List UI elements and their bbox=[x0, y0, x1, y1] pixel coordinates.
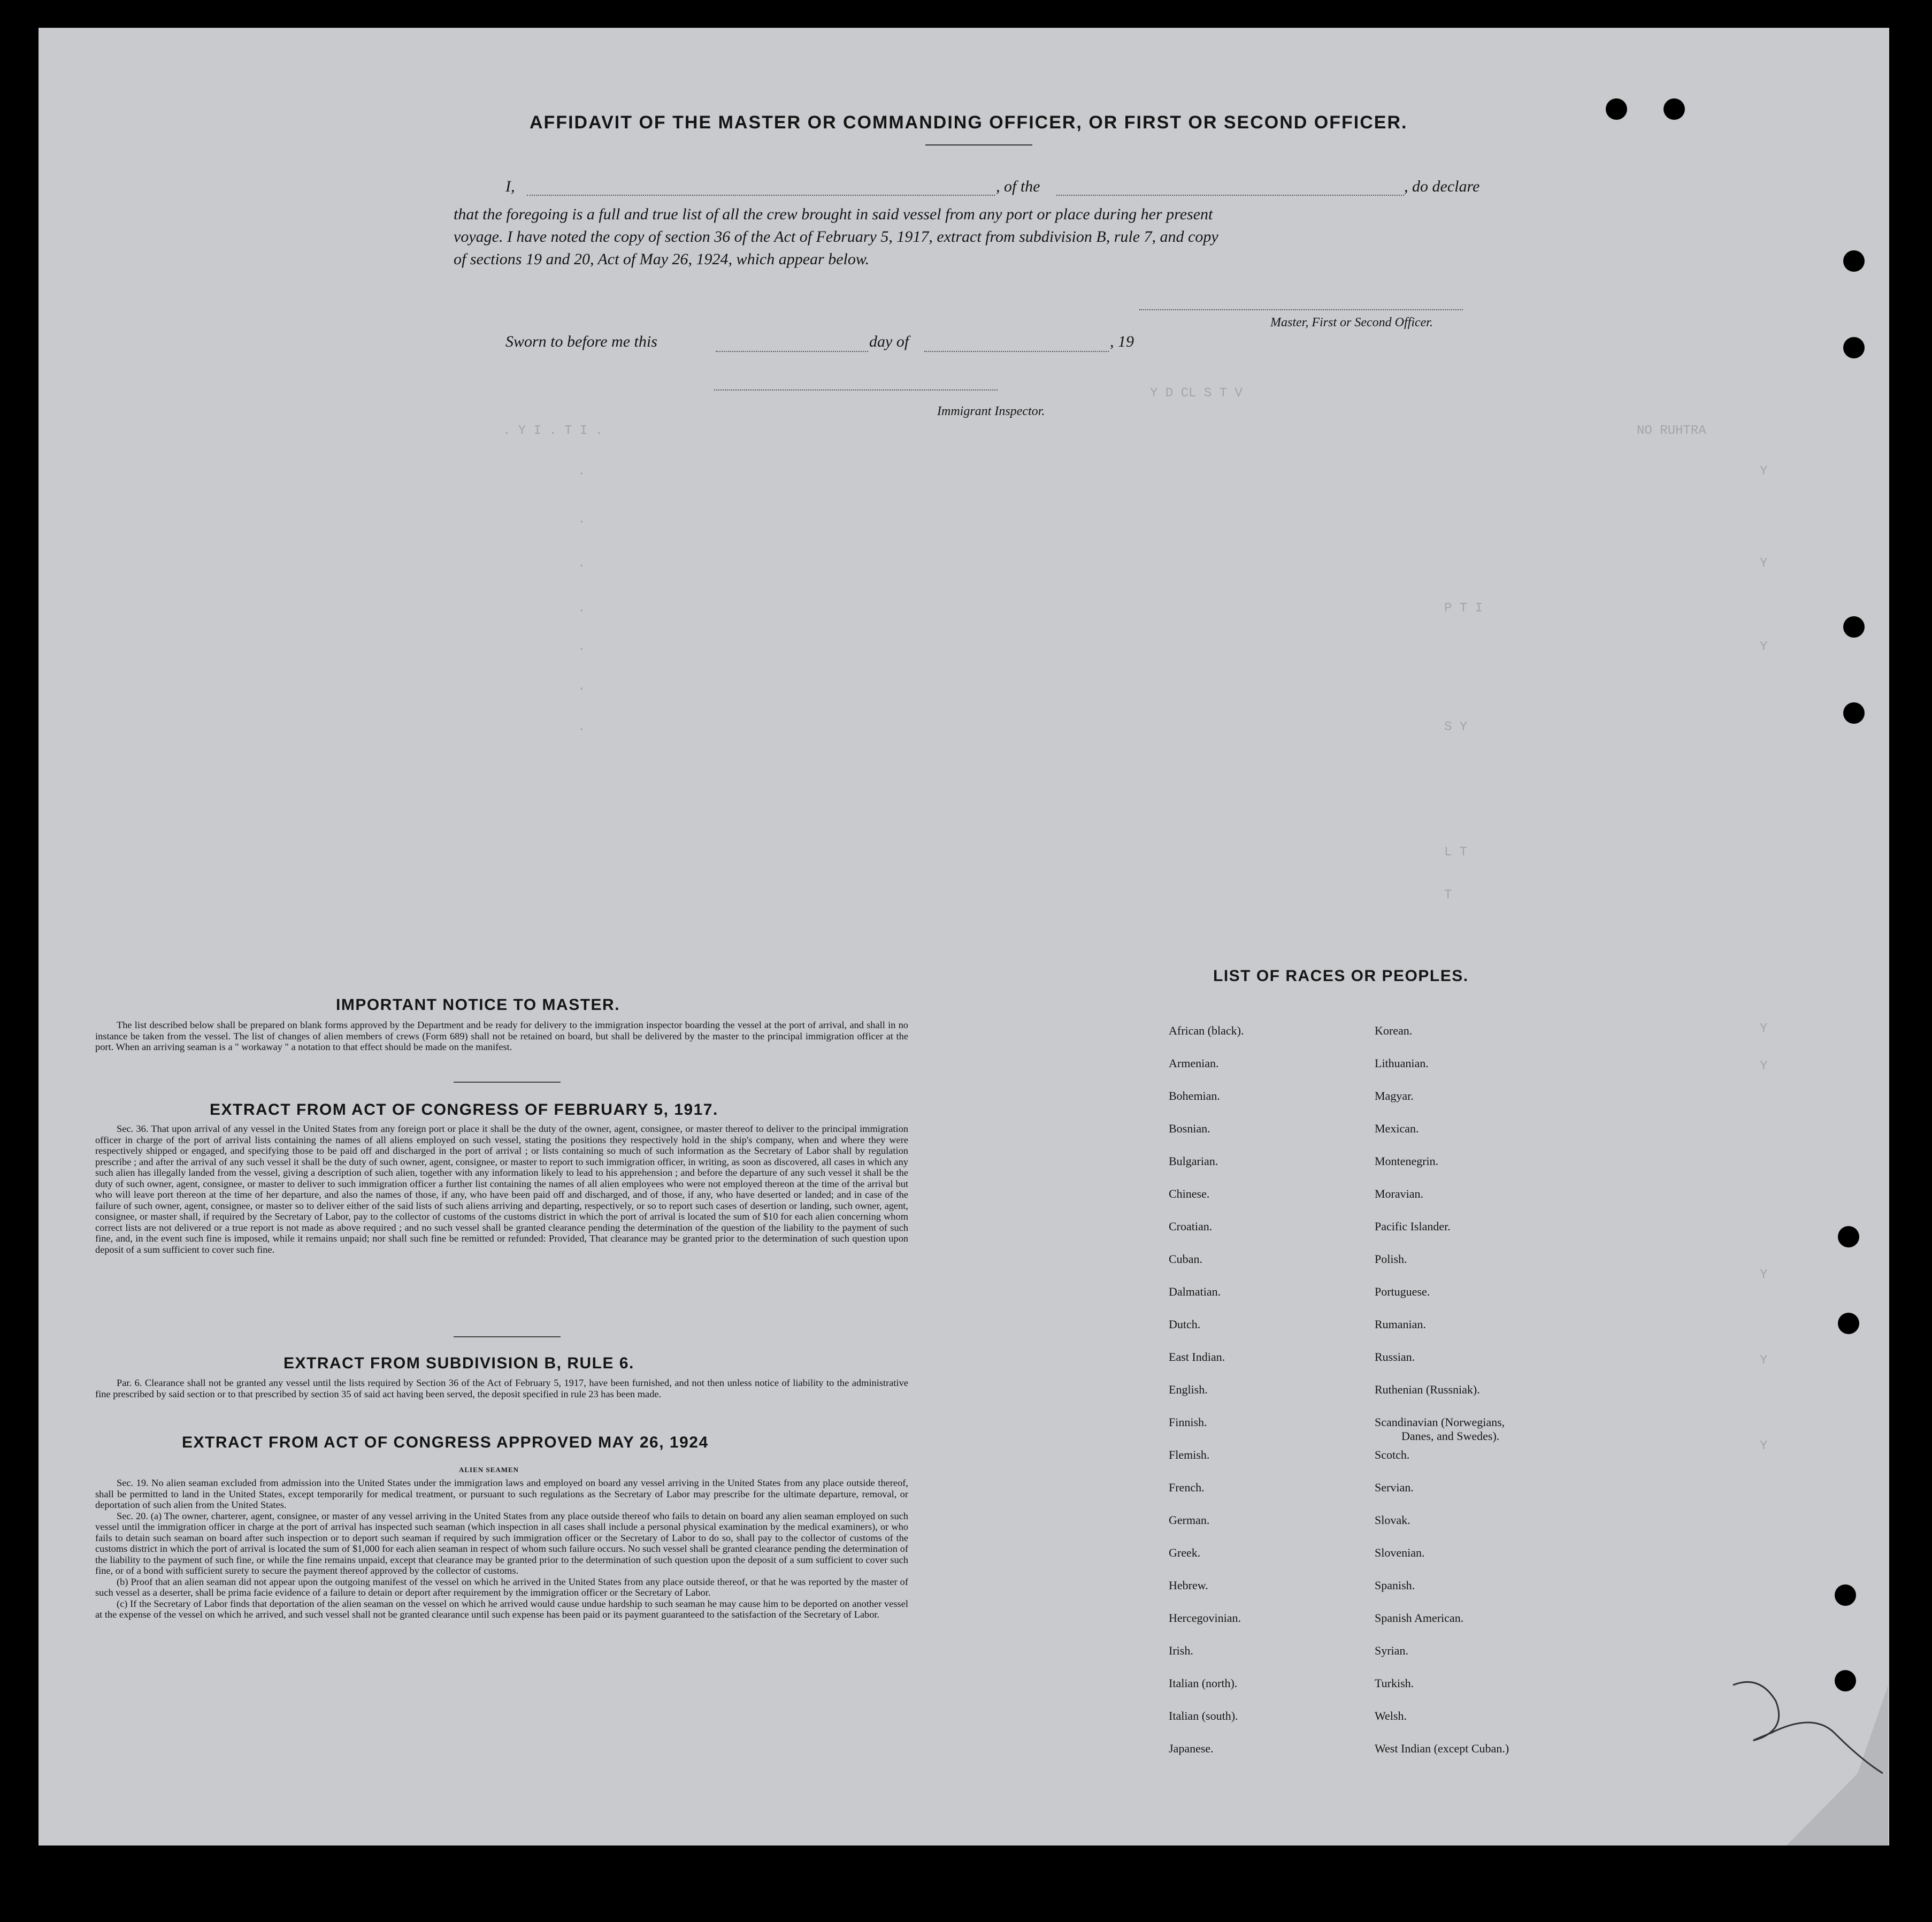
race-item: Servian. bbox=[1375, 1481, 1414, 1494]
race-item-continuation: Danes, and Swedes). bbox=[1401, 1429, 1500, 1443]
punch-hole bbox=[1843, 337, 1865, 358]
notice-body bbox=[95, 1020, 908, 1053]
race-item: Chinese. bbox=[1169, 1187, 1210, 1200]
race-item: Slovak. bbox=[1375, 1513, 1410, 1527]
pen-mark bbox=[1728, 1669, 1888, 1776]
race-item: Turkish. bbox=[1375, 1676, 1414, 1690]
declaration-do-declare: , do declare bbox=[1404, 178, 1480, 195]
race-item: East Indian. bbox=[1169, 1350, 1225, 1364]
divider bbox=[925, 144, 1032, 146]
race-item: English. bbox=[1169, 1383, 1208, 1396]
race-item: Spanish. bbox=[1375, 1579, 1415, 1592]
race-item: French. bbox=[1169, 1481, 1205, 1494]
sworn-day-blank bbox=[716, 351, 868, 352]
race-item: Slovenian. bbox=[1375, 1546, 1425, 1559]
race-item: Bulgarian. bbox=[1169, 1154, 1218, 1168]
section-19-paragraph: Sec. 19. No alien seaman excluded from admission into the United States under the immigration laws and employed on board any vessel arriving in the United States from any place outside thereof, shall be permitted to land in the United States, except temporarily for medical treatment, or pursuant to such regulations as the Secretary of Labor may prescribe for the ultimate departure, removal, or deportation of such alien from the United States. bbox=[95, 1477, 908, 1510]
race-item: Flemish. bbox=[1169, 1448, 1210, 1461]
divider bbox=[454, 1082, 561, 1083]
race-item: Pacific Islander. bbox=[1375, 1220, 1451, 1233]
race-item: Hebrew. bbox=[1169, 1579, 1208, 1592]
extract-1924-title: EXTRACT FROM ACT OF CONGRESS APPROVED MAY 26, 1924 bbox=[182, 1434, 709, 1451]
race-item: Japanese. bbox=[1169, 1742, 1214, 1755]
race-item: Armenian. bbox=[1169, 1056, 1219, 1070]
punch-hole bbox=[1843, 616, 1865, 638]
race-item: Italian (south). bbox=[1169, 1709, 1238, 1722]
declaration-of-the: , of the bbox=[996, 178, 1040, 195]
race-item: Korean. bbox=[1375, 1024, 1413, 1037]
race-item: West Indian (except Cuban.) bbox=[1375, 1742, 1509, 1755]
section-20c-paragraph: (c) If the Secretary of Labor finds that deportation of the alien seaman on the vessel on which he arrived would cause undue hardship to such seaman he may cause him to be deported on another vessel at the expense of the vessel on which he arrived, and such vessel shall not be granted clearance until such expense has been paid or its payment guaranteed to the satisfaction of the Secretary of Labor. bbox=[95, 1598, 908, 1620]
race-item: Irish. bbox=[1169, 1644, 1193, 1657]
punch-hole bbox=[1663, 98, 1685, 120]
master-signature-label: Master, First or Second Officer. bbox=[1270, 316, 1433, 330]
race-item: Montenegrin. bbox=[1375, 1154, 1439, 1168]
race-item: Dalmatian. bbox=[1169, 1285, 1221, 1298]
affidavit-title: AFFIDAVIT OF THE MASTER OR COMMANDING OFFICER, OR FIRST OR SECOND OFFICER. bbox=[530, 112, 1408, 133]
inspector-signature-blank bbox=[714, 389, 998, 390]
inspector-label: Immigrant Inspector. bbox=[937, 404, 1045, 418]
extract-1924-subtitle: ALIEN SEAMEN bbox=[459, 1466, 519, 1474]
race-item: Mexican. bbox=[1375, 1122, 1419, 1135]
race-item: Finnish. bbox=[1169, 1415, 1207, 1429]
race-item: Welsh. bbox=[1375, 1709, 1407, 1722]
name-blank bbox=[527, 195, 995, 196]
race-item: Hercegovinian. bbox=[1169, 1611, 1241, 1625]
sworn-month-blank bbox=[924, 351, 1109, 352]
punch-hole bbox=[1838, 1226, 1859, 1247]
divider bbox=[454, 1336, 561, 1337]
race-item: Scotch. bbox=[1375, 1448, 1410, 1461]
race-item: African (black). bbox=[1169, 1024, 1244, 1037]
punch-hole bbox=[1843, 702, 1865, 724]
race-item: Lithuanian. bbox=[1375, 1056, 1429, 1070]
extract-1917-body bbox=[95, 1123, 908, 1255]
race-item: Spanish American. bbox=[1375, 1611, 1464, 1625]
race-item: Greek. bbox=[1169, 1546, 1201, 1559]
race-item: Syrian. bbox=[1375, 1644, 1408, 1657]
notice-title: IMPORTANT NOTICE TO MASTER. bbox=[336, 996, 620, 1014]
sworn-year: , 19 bbox=[1110, 333, 1134, 350]
race-item: Russian. bbox=[1375, 1350, 1415, 1364]
extract-1924-body bbox=[95, 1477, 908, 1620]
race-item: Ruthenian (Russniak). bbox=[1375, 1383, 1480, 1396]
vessel-blank bbox=[1056, 195, 1404, 196]
race-item: Polish. bbox=[1375, 1252, 1407, 1266]
race-item: Bosnian. bbox=[1169, 1122, 1210, 1135]
declaration-line-4: of sections 19 and 20, Act of May 26, 1924, which appear below. bbox=[454, 250, 870, 268]
race-item: Bohemian. bbox=[1169, 1089, 1220, 1102]
race-item: Dutch. bbox=[1169, 1318, 1201, 1331]
race-item: German. bbox=[1169, 1513, 1210, 1527]
declaration-line-3: voyage. I have noted the copy of section 36 of the Act of February 5, 1917, extract from subdivision B, rule 7, and copy bbox=[454, 228, 1218, 246]
notice-paragraph: The list described below shall be prepared on blank forms approved by the Department and be ready for delivery to the immigration inspector boarding the vessel at the port of arrival, and shall in no instance be taken from the vessel. The list of changes of alien members of crews (Form 689) shall not be retained on board, but shall be delivered by the master to the principal immigration officer at the port. When an arriving seaman is a " workaway " a notation to that effect should be made on the manifest. bbox=[95, 1020, 908, 1052]
section-20b-paragraph: (b) Proof that an alien seaman did not appear upon the outgoing manifest of the vessel on which he arrived in the United States from any place outside thereof, or that he was reported by the master of such vessel as a deserter, shall be prima facie evidence of a failure to detain or deport after requirement by the immigration officer or the Secretary of Labor. bbox=[95, 1576, 908, 1598]
declaration-i: I, bbox=[505, 178, 515, 195]
race-item: Moravian. bbox=[1375, 1187, 1424, 1200]
race-item: Cuban. bbox=[1169, 1252, 1202, 1266]
races-title: LIST OF RACES OR PEOPLES. bbox=[1213, 967, 1469, 985]
race-item: Rumanian. bbox=[1375, 1318, 1426, 1331]
extract-rule6-body bbox=[95, 1377, 908, 1399]
extract-rule6-title: EXTRACT FROM SUBDIVISION B, RULE 6. bbox=[283, 1354, 634, 1372]
race-item: Croatian. bbox=[1169, 1220, 1213, 1233]
punch-hole bbox=[1606, 98, 1627, 120]
race-item: Magyar. bbox=[1375, 1089, 1414, 1102]
sworn-prefix: Sworn to before me this bbox=[505, 333, 657, 350]
punch-hole bbox=[1838, 1313, 1859, 1334]
declaration-line-2: that the foregoing is a full and true list of all the crew brought in said vessel from any port or place during her present bbox=[454, 205, 1213, 223]
rule6-paragraph: Par. 6. Clearance shall not be granted any vessel until the lists required by Section 36 of the Act of February 5, 1917, have been furnished, and not then unless notice of liability to the administrative fine prescribed by said section or to that prescribed by section 35 of said act having been served, the deposit specified in rule 23 has been made. bbox=[95, 1377, 908, 1399]
master-signature-blank bbox=[1139, 309, 1463, 310]
punch-hole bbox=[1835, 1584, 1856, 1606]
extract-1917-title: EXTRACT FROM ACT OF CONGRESS OF FEBRUARY 5, 1917. bbox=[210, 1101, 718, 1119]
punch-hole bbox=[1843, 250, 1865, 272]
section-36-paragraph: Sec. 36. That upon arrival of any vessel in the United States from any foreign port or place it shall be the duty of the owner, agent, consignee, or master thereof to deliver to the principal immigration officer in charge of the port of arrival lists containing the names of all aliens employed on such vessel, stating the positions they respectively hold in the ship's company, when and where they were respectively shipped or engaged, and specifying those to be paid off and discharged in the port of arrival ; or lists containing so much of such information as the Secretary of Labor shall by regulation prescribe ; and after the arrival of any such vessel it shall be the duty of such owner, agent, consignee, or master to report to such immigration officer, in writing, as soon as discovered, all cases in which any such alien has illegally landed from the vessel, giving a description of such alien, together with any information likely to lead to his apprehension ; and before the departure of any such vessel it shall be the duty of such owner, agent, consignee, or master to deliver to such immigration officer a further list containing the names of all alien employees who were not employed thereon at the time of the arrival but who will leave port thereon at the time of her departure, and also the names of those, if any, who have been paid off and discharged, and of those, if any, who have deserted or landed; and in case of the failure of such owner, agent, consignee, or master so to deliver either of the said lists of such aliens arriving and departing, respectively, or so to report such cases of desertion or landing, such owner, agent, consignee, or master shall, if required by the Secretary of Labor, pay to the collector of customs of the customs district in which the port of arrival is located the sum of $10 for each alien concerning whom correct lists are not delivered or a true report is not made as above required ; and no such vessel shall be granted clearance pending the determination of the question of the liability to the payment of such fine, and, in the event such fine is imposed, while it remains unpaid; nor shall such fine be remitted or refunded: Provided, That clearance may be granted prior to the determination of such question upon deposit of a sum sufficient to cover such fine. bbox=[95, 1123, 908, 1255]
race-item: Portuguese. bbox=[1375, 1285, 1430, 1298]
race-item: Scandinavian (Norwegians, bbox=[1375, 1415, 1505, 1429]
sworn-day-of: day of bbox=[869, 333, 909, 350]
race-item: Italian (north). bbox=[1169, 1676, 1238, 1690]
section-20a-paragraph: Sec. 20. (a) The owner, charterer, agent, consignee, or master of any vessel arriving in the United States from any place outside thereof who fails to detain on board any alien seaman employed on such vessel until the immigration officer in charge at the port of arrival has inspected such seaman (which inspection in all cases shall include a personal physical examination by the medical examiners), or who fails to detain such seaman on board after such inspection or to deport such seaman if required by such immigration officer or the Secretary of Labor to do so, shall pay to the collector of customs of the customs district in which the port of arrival is located the sum of $1,000 for each alien seaman in respect of whom such failure occurs. No such vessel shall be granted clearance pending the determination of the liability to the payment of such fine, or while the fine remains unpaid, except that clearance may be granted prior to the determination of such question upon the deposit of a sum sufficient to cover such fine, or of a bond with sufficient surety to secure the payment thereof approved by the collector of customs. bbox=[95, 1510, 908, 1576]
